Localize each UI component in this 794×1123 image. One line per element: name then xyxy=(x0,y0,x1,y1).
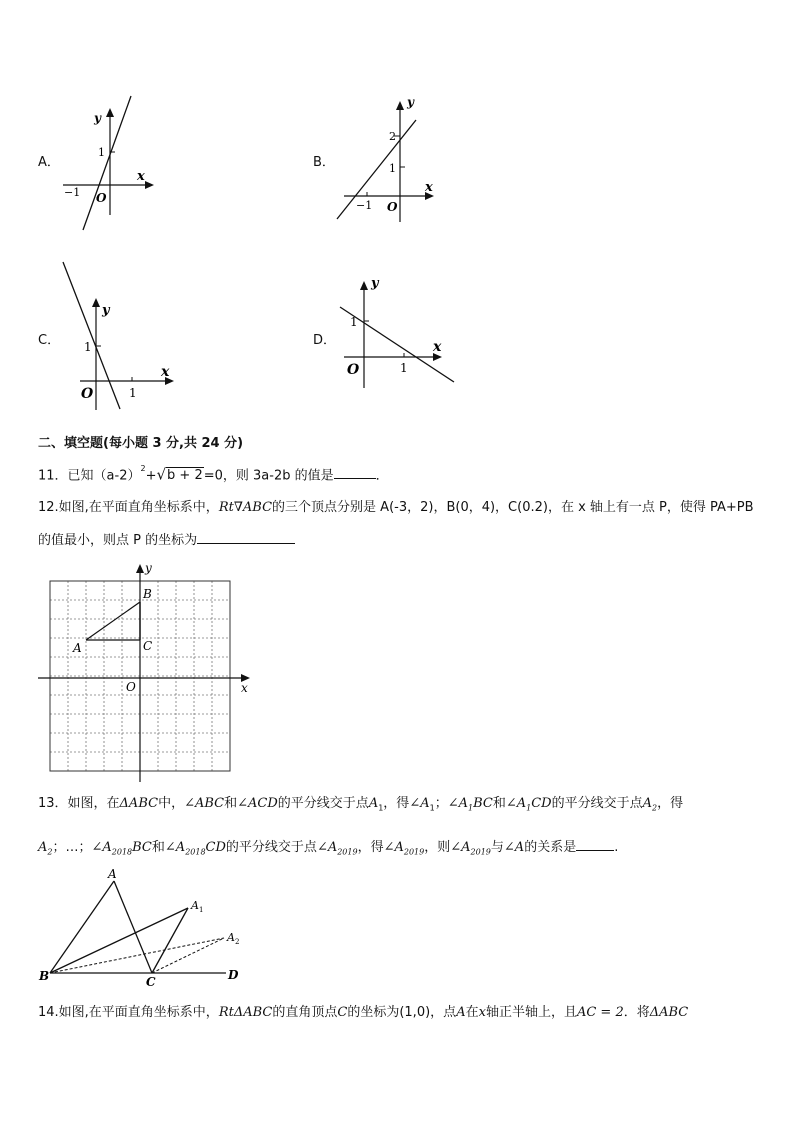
q14-rt: Rt xyxy=(218,1005,234,1020)
q13-text-m: 的关系是 xyxy=(524,840,577,855)
q14-triangle-2: ΔABC xyxy=(649,1005,689,1020)
b-x-label: x xyxy=(425,180,433,195)
q12-text-c: 的值最小，则点 P 的坐标为 xyxy=(38,533,198,548)
q13-angle-a2018bc: $\angle A_{2018}BC$ xyxy=(91,840,152,857)
c-y-label: y xyxy=(102,303,110,318)
a-origin: O xyxy=(96,191,107,205)
grid-x-label: x xyxy=(241,681,248,695)
q13-angle-abc: ∠ABC xyxy=(184,796,225,811)
q13-and-3: 和 xyxy=(151,840,165,855)
c-origin: O xyxy=(81,386,94,402)
question-14 xyxy=(38,1004,688,1022)
q13-text-b: 中， xyxy=(158,796,185,811)
graph-option-b xyxy=(334,92,444,227)
q13-text-g: ，得 xyxy=(657,796,684,811)
grid-point-c: C xyxy=(143,639,153,653)
d-y-label: y xyxy=(371,276,379,291)
b-tick-2: 2 xyxy=(389,130,396,143)
d-tick-1x: 1 xyxy=(400,361,408,375)
q13-fig-a2: A xyxy=(227,931,235,944)
option-a-label: A． xyxy=(38,155,60,170)
q14-triangle: ΔABC xyxy=(233,1005,273,1020)
q13-fig-c: C xyxy=(146,975,156,989)
q12-answer-blank xyxy=(197,530,295,544)
q14-point-a: A xyxy=(456,1005,466,1020)
q14-coord: (1,0) xyxy=(399,1005,431,1020)
q13-text-c: 的平分线交于点 xyxy=(277,796,369,811)
q13-text-h: ；…； xyxy=(52,840,92,855)
q13-angle-a2019-b: $\angle A_{2019}$ xyxy=(450,840,491,857)
q12-triangle: ∇ABC xyxy=(233,500,273,515)
q13-angle-acd: ∠ACD xyxy=(237,796,278,811)
q11-radicand: b + 2 xyxy=(167,468,203,484)
q13-sub1: 1 xyxy=(378,803,384,813)
q14-text-e: ，点 xyxy=(430,1005,457,1020)
grid-point-b: B xyxy=(143,587,152,601)
d-tick-1y: 1 xyxy=(350,315,358,329)
question-12-line1 xyxy=(38,499,754,517)
q13-point-a2: $A_2$ xyxy=(642,796,658,813)
sqrt-icon: √ xyxy=(156,465,167,484)
q14-text-g: 轴正半轴上，且 xyxy=(485,1005,577,1020)
q13-angle-a2: $A_2$ xyxy=(38,840,53,857)
d-origin: O xyxy=(347,362,360,378)
q11-answer-blank xyxy=(334,465,376,479)
a-tick-1: 1 xyxy=(98,146,105,159)
q12-text-a: 12.如图,在平面直角坐标系中， xyxy=(38,500,219,515)
q13-fig-d: D xyxy=(228,968,239,982)
q13-and: 和 xyxy=(224,796,238,811)
q13-angle-a2018cd: $\angle A_{2018}CD$ xyxy=(164,840,226,857)
q12-grid-figure xyxy=(38,560,256,785)
question-11 xyxy=(38,463,389,485)
grid-origin: O xyxy=(126,680,136,694)
q13-angle-a: ∠A xyxy=(503,840,525,855)
q13-text-k: ，则 xyxy=(424,840,451,855)
q13-text-i: 的平分线交于点 xyxy=(225,840,317,855)
a-y-label: y xyxy=(94,111,101,125)
q13-sub1b: 1 xyxy=(429,803,435,813)
q13-fig-a1: A xyxy=(191,899,199,912)
c-tick-1y: 1 xyxy=(84,340,92,354)
grid-point-a: A xyxy=(73,641,82,655)
section-title: 二、填空题(每小题 3 分,共 24 分) xyxy=(38,436,244,451)
graph-option-a xyxy=(58,90,168,235)
q13-text-d: ，得 xyxy=(383,796,410,811)
a-tick-m1: −1 xyxy=(64,186,81,199)
b-origin: O xyxy=(387,200,398,214)
option-c-label: C． xyxy=(38,333,61,348)
q14-text-h: ．将 xyxy=(623,1005,650,1020)
grid-y-label: y xyxy=(145,561,152,575)
q13-text-e: ； xyxy=(434,796,448,811)
d-x-label: x xyxy=(433,339,442,355)
q14-text-b: 的直角顶点 xyxy=(272,1005,338,1020)
q13-point-a1: A xyxy=(368,796,379,811)
a-x-label: x xyxy=(137,169,145,184)
c-x-label: x xyxy=(161,364,170,380)
q13-text-f: 的平分线交于点 xyxy=(551,796,643,811)
q13-fig-b: B xyxy=(39,969,50,983)
q13-angle-a1: ∠A xyxy=(409,796,430,811)
q13-angle-a2019: $\angle A_{2019}$ xyxy=(383,840,425,857)
b-tick-1: 1 xyxy=(389,162,396,175)
q13-angle-a1cd: $\angle A_1CD$ xyxy=(505,796,552,813)
option-b-label: B． xyxy=(313,155,335,170)
q13-and-2: 和 xyxy=(492,796,506,811)
q13-text-a: 13．如图，在 xyxy=(38,796,120,811)
q11-plus: + xyxy=(145,468,157,484)
q11-part1: （a-2） xyxy=(93,468,141,484)
q12-rt: Rt xyxy=(218,500,234,515)
q13-fig-a2-sub: 2 xyxy=(235,938,240,946)
q11-part3: =0，则 3a-2b 的值是 xyxy=(203,468,334,484)
graph-option-c xyxy=(58,258,178,418)
q14-text-a: 14.如图,在平面直角坐标系中， xyxy=(38,1005,219,1020)
q14-x: x xyxy=(478,1005,486,1020)
q11-square: 2 xyxy=(140,464,146,473)
q13-answer-blank xyxy=(576,837,614,851)
q13-fig-a1-sub: 1 xyxy=(199,906,204,914)
q14-text-d: 的坐标为 xyxy=(347,1005,400,1020)
graph-option-d xyxy=(330,270,460,390)
question-13-line2 xyxy=(38,837,618,862)
q13-figure xyxy=(36,865,256,990)
q14-point-c: C xyxy=(337,1005,348,1020)
q14-eq: AC = 2 xyxy=(576,1005,624,1020)
c-tick-1x: 1 xyxy=(129,386,137,400)
q13-triangle: ΔABC xyxy=(119,796,159,811)
q12-text-b: 的三个顶点分别是 A(-3，2)，B(0，4)，C(0.2)，在 x 轴上有一点 P，使得 PA+PB xyxy=(272,500,754,515)
option-d-label: D． xyxy=(313,333,337,348)
q14-text-f: 在 xyxy=(465,1005,479,1020)
q13-end: . xyxy=(614,840,619,855)
q13-angle-a1bc: $\angle A_1BC$ xyxy=(447,796,493,813)
q13-text-j: ，得 xyxy=(357,840,384,855)
question-12-line2 xyxy=(38,530,295,550)
q13-text-l: 与 xyxy=(490,840,504,855)
q11-end: ． xyxy=(375,468,389,484)
q13-point-a2019: $\angle A_{2019}$ xyxy=(316,840,358,857)
b-y-label: y xyxy=(407,95,414,109)
q11-num: 11．已知 xyxy=(38,468,94,484)
q13-fig-a: A xyxy=(108,867,117,881)
b-tick-m1: −1 xyxy=(356,199,373,212)
question-13-line1 xyxy=(38,795,683,818)
